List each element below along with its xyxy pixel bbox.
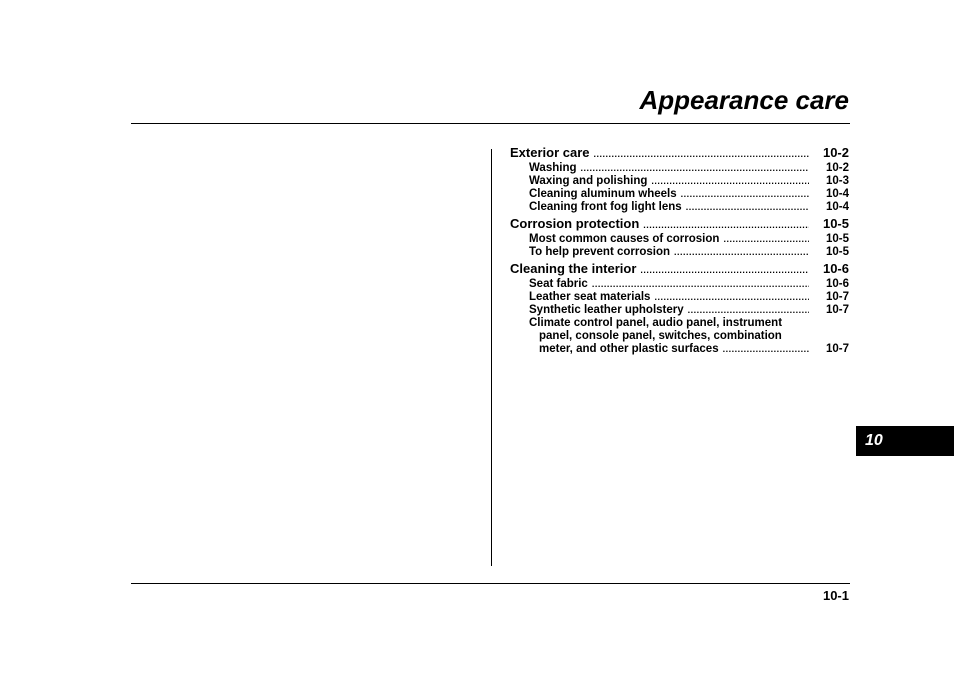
dot-leader	[723, 343, 809, 356]
toc-entry-label: To help prevent corrosion	[529, 246, 670, 258]
toc-entry-label: Corrosion protection	[510, 216, 640, 231]
toc-entry-synthetic-leather[interactable]	[510, 304, 849, 317]
page-number: 10-1	[822, 588, 849, 603]
toc-entry-page: 10-5	[825, 246, 849, 258]
toc-entry-page: 10-2	[825, 162, 849, 174]
chapter-title: Appearance care	[639, 85, 849, 115]
dot-leader	[681, 188, 809, 201]
toc-entry-exterior-care[interactable]	[510, 145, 849, 162]
dot-leader	[674, 246, 809, 259]
dot-leader	[651, 175, 809, 188]
toc-entry-washing[interactable]	[510, 162, 849, 175]
toc-entry-label-line: Climate control panel, audio panel, instrument	[529, 317, 783, 329]
column-divider	[491, 149, 492, 566]
footer-rule	[131, 583, 850, 584]
toc-entry-label-line: panel, console panel, switches, combination	[539, 330, 782, 342]
toc-entry-label: Exterior care	[510, 145, 590, 160]
dot-leader	[581, 162, 810, 175]
toc-entry-prevent-corrosion[interactable]	[510, 246, 849, 259]
dot-leader	[654, 291, 809, 304]
toc-entry-label: Washing	[529, 162, 577, 174]
toc-entry-corrosion-protection[interactable]	[510, 216, 849, 233]
chapter-tab: 10	[856, 426, 954, 456]
dot-leader	[592, 278, 809, 291]
toc-entry-label: Leather seat materials	[529, 291, 651, 303]
toc-entry-page: 10-7	[825, 291, 849, 303]
toc-entry-plastic-surfaces[interactable]	[510, 317, 849, 356]
toc-entry-page: 10-4	[825, 188, 849, 200]
toc-entry-label-line: meter, and other plastic surfaces	[539, 343, 719, 355]
dot-leader	[688, 304, 809, 317]
dot-leader	[723, 233, 809, 246]
toc-entry-label: Waxing and polishing	[529, 175, 648, 187]
toc-entry-label: Most common causes of corrosion	[529, 233, 720, 245]
toc-entry-page: 10-6	[825, 278, 849, 290]
toc-entry-page: 10-4	[825, 201, 849, 213]
toc-entry-page: 10-5	[825, 233, 849, 245]
toc-entry-label: Cleaning front fog light lens	[529, 201, 682, 213]
toc-entry-page: 10-3	[825, 175, 849, 187]
toc-entry-cleaning-interior[interactable]	[510, 261, 849, 278]
toc-entry-waxing[interactable]	[510, 175, 849, 188]
toc-entry-leather-seat[interactable]	[510, 291, 849, 304]
dot-leader	[594, 146, 810, 162]
toc-entry-page: 10-6	[822, 261, 849, 276]
header-rule	[131, 123, 850, 124]
toc-entry-label: Cleaning aluminum wheels	[529, 188, 677, 200]
toc-entry-label: Synthetic leather upholstery	[529, 304, 684, 316]
toc-entry-aluminum-wheels[interactable]	[510, 188, 849, 201]
toc-entry-causes-of-corrosion[interactable]	[510, 233, 849, 246]
dot-leader	[643, 217, 809, 233]
toc-entry-page: 10-7	[825, 343, 849, 355]
toc-entry-label: Seat fabric	[529, 278, 588, 290]
toc-entry-page: 10-7	[825, 304, 849, 316]
toc-entry-page: 10-5	[822, 216, 849, 231]
toc-entry-seat-fabric[interactable]	[510, 278, 849, 291]
toc-entry-label: Cleaning the interior	[510, 261, 637, 276]
toc-entry-page: 10-2	[822, 145, 849, 160]
dot-leader	[686, 201, 809, 214]
dot-leader	[640, 262, 809, 278]
table-of-contents	[510, 145, 849, 356]
toc-entry-fog-light-lens[interactable]	[510, 201, 849, 214]
